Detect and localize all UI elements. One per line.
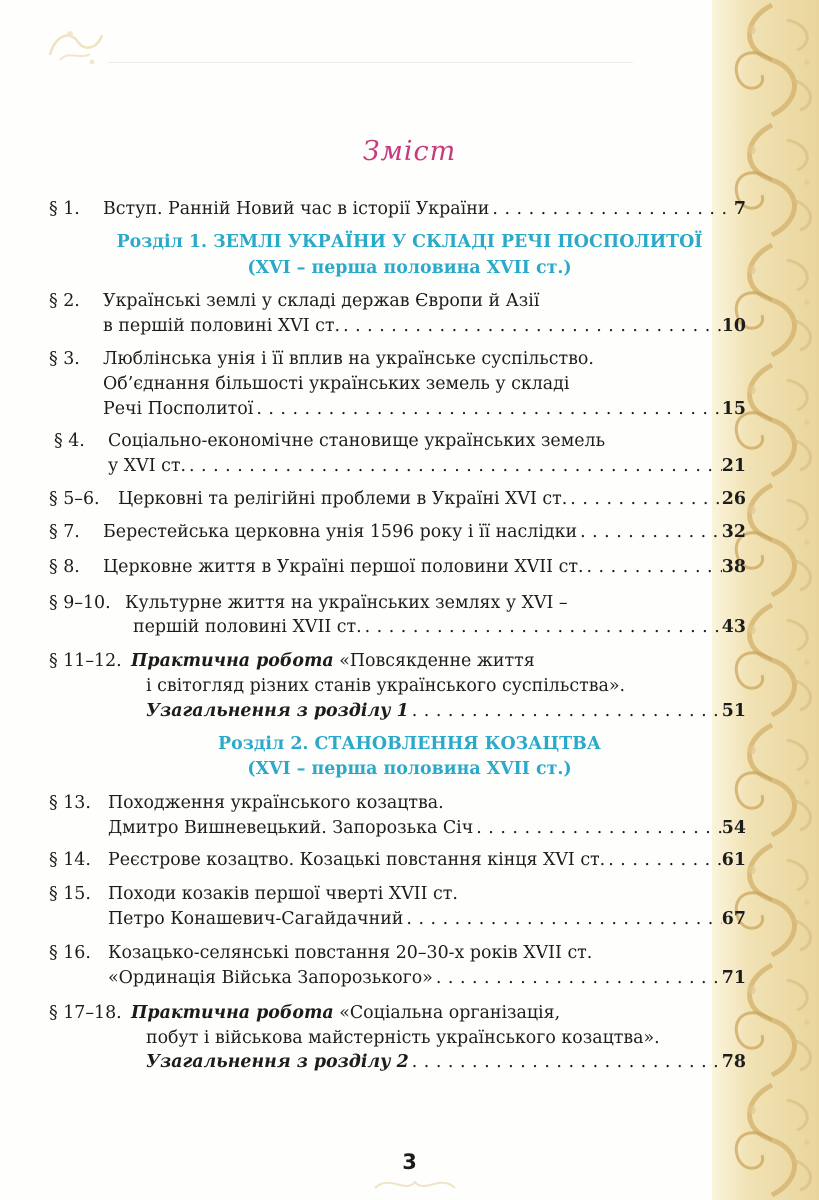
entry-title: Походження українського козацтва. (108, 793, 444, 813)
entry-number: § 7. (49, 522, 80, 542)
dot-leader (409, 1049, 722, 1075)
entry-page: 26 (721, 489, 746, 509)
entry-page: 43 (721, 617, 746, 637)
dot-leader (583, 554, 721, 580)
entry-page: 7 (733, 199, 746, 219)
entry-title: побут і військова майстерність українського козацтва». (146, 1028, 660, 1048)
entry-title: Українські землі у складі держав Європи й Азії (103, 291, 540, 311)
toc-entry-line (108, 965, 746, 991)
toc-entry-line (103, 313, 746, 339)
practical-work-label: Практична робота (131, 1003, 334, 1023)
bottom-ornament (370, 1170, 460, 1196)
toc-entry-line (108, 906, 746, 932)
entry-number: § 17–18. (49, 1003, 122, 1023)
entry-title: в першій половині XVI ст. (103, 316, 341, 336)
dot-leader (186, 453, 722, 479)
entry-page: 61 (721, 850, 746, 870)
dot-leader (577, 519, 722, 545)
entry-page: 32 (721, 522, 746, 542)
toc-entry-line (108, 847, 746, 873)
dot-leader (253, 396, 721, 422)
entry-title: Речі Посполитої (103, 399, 254, 419)
entry-title-line (131, 648, 535, 674)
entry-title: «Повсякденне життя (339, 651, 535, 671)
dot-leader (567, 486, 722, 512)
entry-page: 21 (721, 456, 746, 476)
toc-entry-line (118, 486, 746, 512)
entry-number: § 5–6. (49, 489, 100, 509)
dot-leader (340, 313, 722, 339)
entry-title: «Ординація Війська Запорозького» (108, 968, 433, 988)
entry-page: 15 (721, 399, 746, 419)
section-heading-period: (XVI – перша половина XVII ст.) (247, 759, 572, 779)
entry-title: Вступ. Ранній Новий час в історії України (103, 199, 490, 219)
entry-title: Походи козаків першої чверті XVII ст. (108, 884, 458, 904)
toc-entry-line (103, 519, 746, 545)
entry-title: Козацько-селянські повстання 20–30-х років XVII ст. (108, 943, 593, 963)
entry-page: 51 (721, 701, 746, 721)
entry-page: 54 (721, 818, 746, 838)
section-heading-period: (XVI – перша половина XVII ст.) (247, 258, 572, 278)
entry-title: Церковні та релігійні проблеми в Україні XVI ст. (118, 489, 568, 509)
entry-title: Дмитро Вишневецький. Запорозька Січ (108, 818, 474, 838)
entry-number: § 11–12. (49, 651, 122, 671)
practical-work-label: Практична робота (131, 651, 334, 671)
dot-leader (403, 906, 721, 932)
entry-page: 38 (721, 557, 746, 577)
entry-title: Реєстрове козацтво. Козацькі повстання кінця XVI ст. (108, 850, 606, 870)
toc-entry-line (133, 614, 746, 640)
entry-number: § 13. (49, 793, 91, 813)
entry-title: Церковне життя в Україні першої половини XVII ст. (103, 557, 584, 577)
entry-title: «Соціальна організація, (339, 1003, 561, 1023)
dot-leader (433, 965, 722, 991)
section-heading: Розділ 1. ЗЕМЛІ УКРАЇНИ У СКЛАДІ РЕЧІ ПОСПОЛИТОЇ (116, 232, 703, 252)
entry-number: § 3. (49, 349, 80, 369)
entry-number: § 9–10. (49, 593, 111, 613)
section-heading: Розділ 2. СТАНОВЛЕННЯ КОЗАЦТВА (218, 734, 601, 754)
entry-title: у XVI ст. (108, 456, 186, 476)
entry-page: 10 (721, 316, 746, 336)
entry-title: Об’єднання більшості українських земель у складі (103, 374, 570, 394)
entry-title: і світогляд різних станів українського суспільства». (146, 676, 626, 696)
toc-entry-line (103, 396, 746, 422)
entry-page: 67 (721, 909, 746, 929)
entry-title: Люблінська унія і її вплив на українське суспільство. (103, 349, 594, 369)
entry-title-line (131, 1000, 560, 1026)
dot-leader (473, 815, 722, 841)
page-title: Зміст (362, 136, 457, 167)
toc-entry-line (146, 698, 746, 724)
page-number: 3 (402, 1150, 417, 1174)
dot-leader (489, 196, 733, 222)
entry-number: § 14. (49, 850, 91, 870)
entry-title: Культурне життя на українських землях у XVI – (125, 593, 568, 613)
entry-title: Берестейська церковна унія 1596 року і її наслідки (103, 522, 578, 542)
entry-page: 78 (721, 1052, 746, 1072)
entry-title: Петро Конашевич-Сагайдачний (108, 909, 404, 929)
toc-entry-line (108, 815, 746, 841)
entry-title: першій половині XVII ст. (133, 617, 362, 637)
toc-entry-line (146, 1049, 746, 1075)
dot-leader (605, 847, 722, 873)
toc-entry-line (103, 196, 746, 222)
dot-leader (362, 614, 722, 640)
toc-entry-line (108, 453, 746, 479)
entry-number: § 4. (54, 431, 85, 451)
summary-label: Узагальнення з розділу 2 (146, 1052, 409, 1072)
entry-number: § 8. (49, 557, 80, 577)
dot-leader (409, 698, 722, 724)
entry-number: § 1. (49, 199, 80, 219)
entry-page: 71 (721, 968, 746, 988)
entry-number: § 16. (49, 943, 91, 963)
entry-number: § 2. (49, 291, 80, 311)
summary-label: Узагальнення з розділу 1 (146, 701, 409, 721)
entry-number: § 15. (49, 884, 91, 904)
entry-title: Соціально-економічне становище українських земель (108, 431, 606, 451)
toc-entry-line (103, 554, 746, 580)
